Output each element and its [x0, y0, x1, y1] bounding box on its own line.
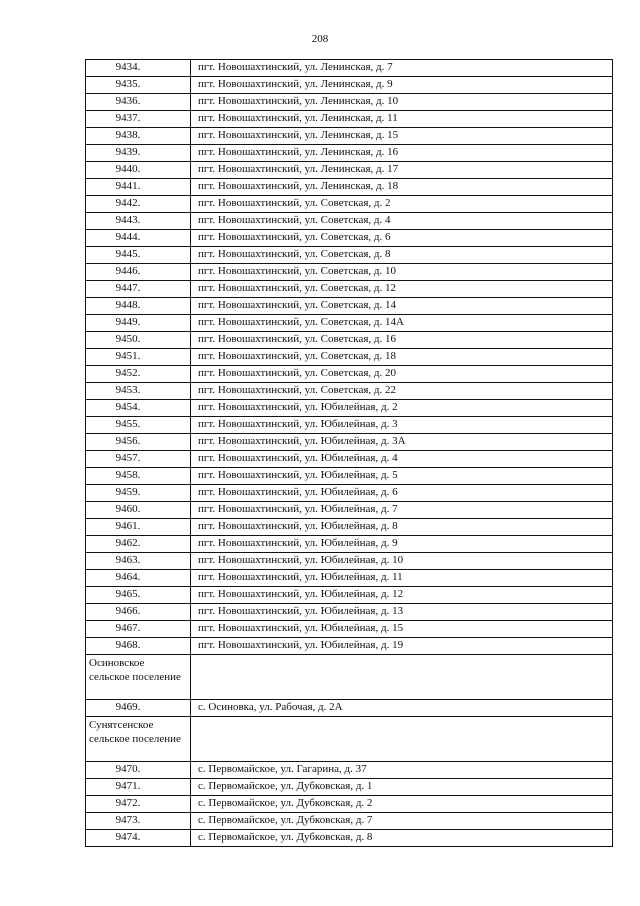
row-address: пгт. Новошахтинский, ул. Ленинская, д. 18 [191, 179, 613, 196]
row-number: 9440. [86, 162, 191, 179]
table-row [86, 111, 613, 128]
row-number: 9444. [86, 230, 191, 247]
table-row [86, 128, 613, 145]
row-number: 9470. [86, 762, 191, 779]
row-address: пгт. Новошахтинский, ул. Советская, д. 6 [191, 230, 613, 247]
row-number: 9465. [86, 587, 191, 604]
row-address: пгт. Новошахтинский, ул. Советская, д. 20 [191, 366, 613, 383]
section-row-osinovskoe [86, 655, 613, 700]
table-row [86, 400, 613, 417]
row-address: пгт. Новошахтинский, ул. Юбилейная, д. 13 [191, 604, 613, 621]
table-row [86, 587, 613, 604]
table-row [86, 196, 613, 213]
table-row [86, 366, 613, 383]
row-address: пгт. Новошахтинский, ул. Ленинская, д. 7 [191, 60, 613, 77]
row-number: 9467. [86, 621, 191, 638]
row-address: пгт. Новошахтинский, ул. Советская, д. 2 [191, 196, 613, 213]
table-row [86, 417, 613, 434]
row-address: пгт. Новошахтинский, ул. Юбилейная, д. 6 [191, 485, 613, 502]
row-address: пгт. Новошахтинский, ул. Юбилейная, д. 7 [191, 502, 613, 519]
row-number: 9463. [86, 553, 191, 570]
row-address: пгт. Новошахтинский, ул. Юбилейная, д. 11 [191, 570, 613, 587]
row-address: пгт. Новошахтинский, ул. Ленинская, д. 9 [191, 77, 613, 94]
row-number: 9435. [86, 77, 191, 94]
table-row [86, 162, 613, 179]
row-address: пгт. Новошахтинский, ул. Советская, д. 8 [191, 247, 613, 264]
row-address: пгт. Новошахтинский, ул. Ленинская, д. 10 [191, 94, 613, 111]
table-row [86, 700, 613, 717]
row-number: 9474. [86, 830, 191, 847]
section-label: Осиновское сельское поселение [86, 655, 191, 700]
row-address: пгт. Новошахтинский, ул. Советская, д. 18 [191, 349, 613, 366]
table-row [86, 60, 613, 77]
table-row [86, 813, 613, 830]
address-registry-table [85, 59, 613, 847]
table-row [86, 94, 613, 111]
row-address: пгт. Новошахтинский, ул. Юбилейная, д. 5 [191, 468, 613, 485]
row-number: 9448. [86, 298, 191, 315]
table-row [86, 451, 613, 468]
row-number: 9469. [86, 700, 191, 717]
row-address: пгт. Новошахтинский, ул. Юбилейная, д. 10 [191, 553, 613, 570]
row-address: пгт. Новошахтинский, ул. Юбилейная, д. 3А [191, 434, 613, 451]
section-label: Сунятсенское сельское поселение [86, 717, 191, 762]
row-address: с. Первомайское, ул. Дубковская, д. 2 [191, 796, 613, 813]
row-number: 9461. [86, 519, 191, 536]
row-number: 9471. [86, 779, 191, 796]
row-address: с. Первомайское, ул. Дубковская, д. 7 [191, 813, 613, 830]
row-number: 9452. [86, 366, 191, 383]
row-number: 9451. [86, 349, 191, 366]
row-address: с. Первомайское, ул. Гагарина, д. 37 [191, 762, 613, 779]
row-number: 9450. [86, 332, 191, 349]
row-address: пгт. Новошахтинский, ул. Юбилейная, д. 3 [191, 417, 613, 434]
row-address: пгт. Новошахтинский, ул. Юбилейная, д. 2 [191, 400, 613, 417]
section-row-sunyatsenskoe [86, 717, 613, 762]
row-address: с. Первомайское, ул. Дубковская, д. 1 [191, 779, 613, 796]
table-row [86, 762, 613, 779]
row-address: пгт. Новошахтинский, ул. Юбилейная, д. 8 [191, 519, 613, 536]
row-number: 9468. [86, 638, 191, 655]
row-number: 9447. [86, 281, 191, 298]
table-row [86, 553, 613, 570]
table-row [86, 779, 613, 796]
row-number: 9454. [86, 400, 191, 417]
table-row [86, 298, 613, 315]
table-row [86, 604, 613, 621]
row-number: 9472. [86, 796, 191, 813]
row-number: 9473. [86, 813, 191, 830]
row-number: 9438. [86, 128, 191, 145]
table-row [86, 179, 613, 196]
row-address: пгт. Новошахтинский, ул. Советская, д. 16 [191, 332, 613, 349]
row-address: с. Первомайское, ул. Дубковская, д. 8 [191, 830, 613, 847]
row-address: пгт. Новошахтинский, ул. Советская, д. 14А [191, 315, 613, 332]
rows-mid [86, 700, 613, 717]
table-row [86, 230, 613, 247]
row-address: пгт. Новошахтинский, ул. Советская, д. 12 [191, 281, 613, 298]
table-row [86, 485, 613, 502]
row-address: пгт. Новошахтинский, ул. Ленинская, д. 11 [191, 111, 613, 128]
row-number: 9442. [86, 196, 191, 213]
row-address: пгт. Новошахтинский, ул. Советская, д. 14 [191, 298, 613, 315]
row-number: 9460. [86, 502, 191, 519]
row-number: 9439. [86, 145, 191, 162]
row-number: 9443. [86, 213, 191, 230]
table-row [86, 638, 613, 655]
table-row [86, 502, 613, 519]
row-address: пгт. Новошахтинский, ул. Юбилейная, д. 19 [191, 638, 613, 655]
table-row [86, 536, 613, 553]
row-address: пгт. Новошахтинский, ул. Советская, д. 22 [191, 383, 613, 400]
table-row [86, 468, 613, 485]
row-number: 9455. [86, 417, 191, 434]
table-row [86, 570, 613, 587]
row-address: пгт. Новошахтинский, ул. Ленинская, д. 17 [191, 162, 613, 179]
row-number: 9466. [86, 604, 191, 621]
row-number: 9434. [86, 60, 191, 77]
row-number: 9441. [86, 179, 191, 196]
row-address: пгт. Новошахтинский, ул. Ленинская, д. 16 [191, 145, 613, 162]
row-number: 9437. [86, 111, 191, 128]
table-row [86, 830, 613, 847]
row-number: 9456. [86, 434, 191, 451]
row-number: 9453. [86, 383, 191, 400]
row-address: пгт. Новошахтинский, ул. Юбилейная, д. 15 [191, 621, 613, 638]
row-number: 9462. [86, 536, 191, 553]
row-number: 9446. [86, 264, 191, 281]
table-row [86, 77, 613, 94]
table-row [86, 145, 613, 162]
row-number: 9436. [86, 94, 191, 111]
row-number: 9445. [86, 247, 191, 264]
table-row [86, 349, 613, 366]
table-row [86, 264, 613, 281]
row-address: пгт. Новошахтинский, ул. Юбилейная, д. 12 [191, 587, 613, 604]
table-row [86, 434, 613, 451]
table-row [86, 621, 613, 638]
table-row [86, 213, 613, 230]
row-number: 9459. [86, 485, 191, 502]
table-row [86, 383, 613, 400]
table-row [86, 315, 613, 332]
table-row [86, 281, 613, 298]
row-address: пгт. Новошахтинский, ул. Юбилейная, д. 4 [191, 451, 613, 468]
row-address: пгт. Новошахтинский, ул. Ленинская, д. 15 [191, 128, 613, 145]
table-row [86, 796, 613, 813]
row-address: пгт. Новошахтинский, ул. Советская, д. 4 [191, 213, 613, 230]
table-row [86, 332, 613, 349]
section-empty-cell [191, 655, 613, 700]
section-empty-cell [191, 717, 613, 762]
page-number: 208 [311, 33, 329, 45]
row-number: 9458. [86, 468, 191, 485]
rows-top [86, 60, 613, 655]
row-number: 9464. [86, 570, 191, 587]
table-row [86, 519, 613, 536]
row-address: пгт. Новошахтинский, ул. Юбилейная, д. 9 [191, 536, 613, 553]
row-address: с. Осиновка, ул. Рабочая, д. 2А [191, 700, 613, 717]
row-address: пгт. Новошахтинский, ул. Советская, д. 10 [191, 264, 613, 281]
rows-bottom [86, 762, 613, 847]
row-number: 9457. [86, 451, 191, 468]
row-number: 9449. [86, 315, 191, 332]
table-row [86, 247, 613, 264]
